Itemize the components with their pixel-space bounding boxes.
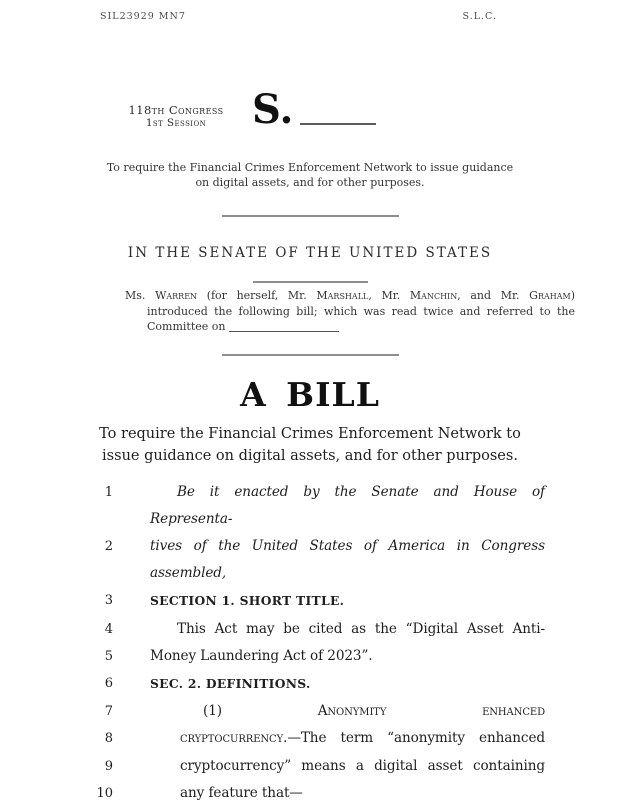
text-run: , Mr. <box>368 289 410 302</box>
bill-line <box>0 643 620 670</box>
text-run: Manchin <box>409 289 458 302</box>
draft-code: SIL23929 MN7 <box>100 11 186 22</box>
running-header <box>0 0 620 22</box>
line-number: 10 <box>96 785 113 801</box>
text-run: SECTION 1. SHORT TITLE. <box>150 593 345 609</box>
bill-number-blank <box>300 89 376 125</box>
text-run: (1) <box>203 703 318 720</box>
committee-blank <box>229 331 339 332</box>
line-text <box>150 780 545 807</box>
line-text <box>150 698 545 725</box>
official-title-line2: on digital assets, and for other purposes. <box>195 176 425 189</box>
bill-line <box>0 753 620 780</box>
line-text <box>150 587 545 615</box>
line-number: 4 <box>104 621 113 637</box>
text-run: Money Laundering Act of 2023”. <box>150 647 373 664</box>
office-code: S.L.C. <box>462 11 497 22</box>
line-number: 8 <box>104 731 113 747</box>
bill-line <box>0 725 620 752</box>
chamber-heading: IN THE SENATE OF THE UNITED STATES <box>127 245 493 261</box>
line-number: 6 <box>104 675 113 691</box>
line-text <box>150 670 545 698</box>
text-run: Be it enacted by the Senate and House of Representa- <box>150 483 545 527</box>
bill-number-prefix: S. <box>252 86 294 133</box>
line-text <box>150 753 545 780</box>
text-run: Ms. <box>125 289 156 302</box>
divider-above-bill <box>222 354 399 356</box>
bill-title-line1: To require the Financial Crimes Enforcement Network to <box>99 425 521 442</box>
text-run: , and Mr. <box>457 289 530 302</box>
text-run: any feature that— <box>180 784 303 801</box>
text-run: SEC. 2. DEFINITIONS. <box>150 675 311 691</box>
bill-body <box>0 479 620 807</box>
line-number: 2 <box>104 538 113 554</box>
bill-line <box>0 670 620 698</box>
divider-under-heading <box>253 281 368 283</box>
bill-line <box>0 616 620 643</box>
line-text <box>150 725 545 752</box>
text-run: Warren <box>155 289 198 302</box>
bill-title <box>0 423 620 468</box>
line-number: 3 <box>104 593 113 609</box>
text-run: cryptocurrency” means a digital asset containing <box>180 757 545 774</box>
text-run: Marshall <box>316 289 369 302</box>
text-run: This Act may be cited as the “Digital Asset Anti- <box>177 620 545 637</box>
bill-line <box>0 479 620 533</box>
official-title <box>0 160 620 190</box>
bill-heading: A BILL <box>240 374 380 414</box>
text-run: Graham <box>529 289 571 302</box>
bill-line <box>0 587 620 615</box>
line-text <box>150 643 545 670</box>
text-run: cryptocurrency <box>180 730 284 747</box>
congress-session-block <box>116 104 236 130</box>
line-number: 5 <box>104 648 113 664</box>
bill-number <box>252 86 376 133</box>
text-run: (for herself, Mr. <box>197 289 317 302</box>
text-run: tives of the United States of America in Congress assembled, <box>150 537 545 582</box>
bill-line <box>0 698 620 725</box>
caption-block <box>0 86 620 146</box>
line-number: 1 <box>104 484 113 500</box>
bill-line <box>0 780 620 807</box>
line-text <box>150 479 545 533</box>
line-text <box>150 533 545 587</box>
line-text <box>150 616 545 643</box>
text-run: Anonymity enhanced <box>317 703 545 720</box>
congress-label: 118th Congress <box>128 103 224 117</box>
bill-title-line2: issue guidance on digital assets, and for other purposes. <box>102 448 518 464</box>
text-run: .—The term “anonymity enhanced <box>283 730 545 747</box>
bill-line <box>0 533 620 587</box>
divider-top <box>222 215 399 217</box>
official-title-line1: To require the Financial Crimes Enforcement Network to issue guidance <box>106 161 514 174</box>
text-run: ) introduced the following bill; which was read twice and referred to the Committee on <box>147 289 575 333</box>
line-number: 7 <box>104 704 113 720</box>
line-number: 9 <box>104 758 113 774</box>
action-paragraph <box>125 288 575 335</box>
session-label: 1st Session <box>145 117 207 129</box>
